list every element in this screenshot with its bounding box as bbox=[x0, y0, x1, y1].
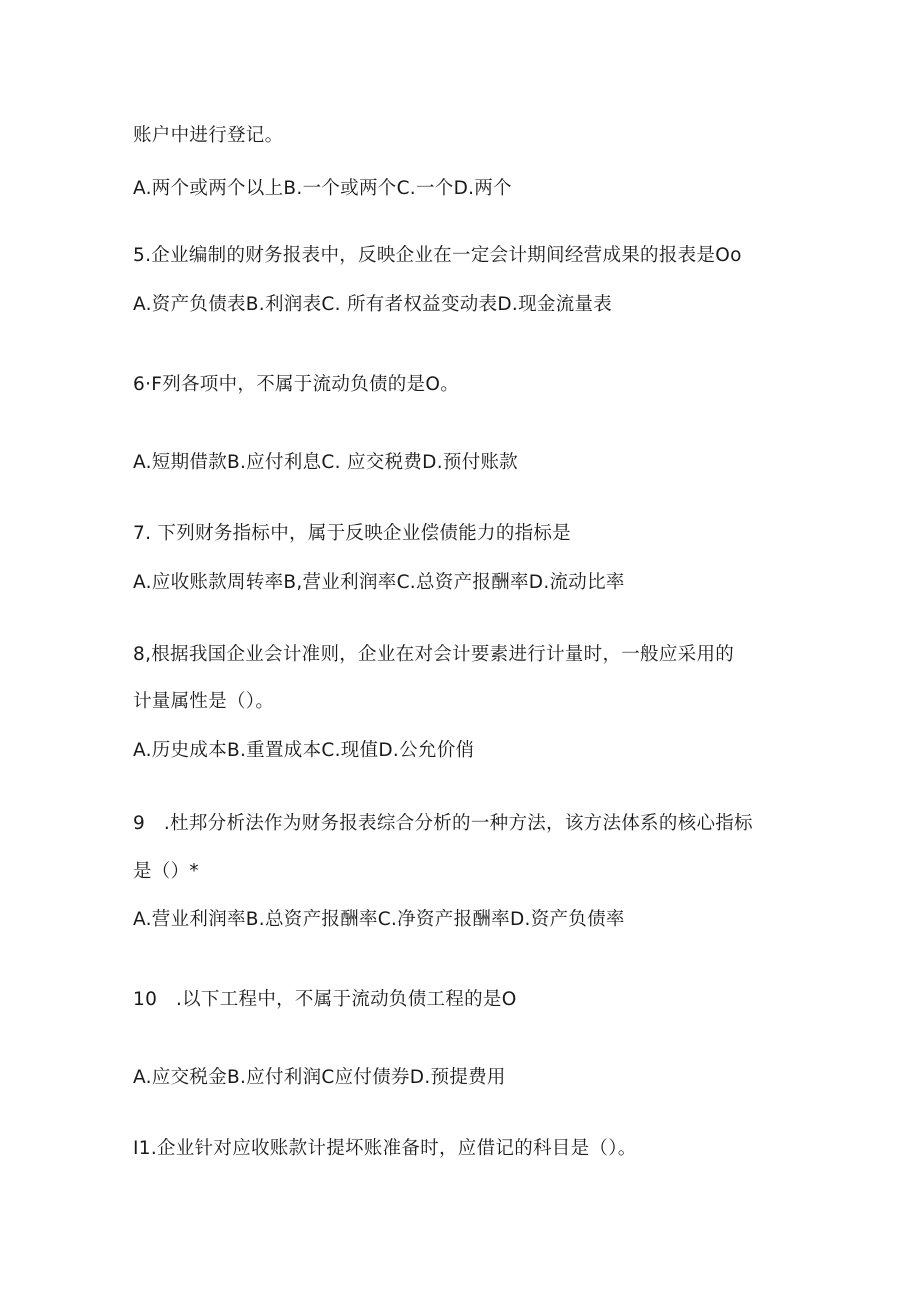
question-10-stem: 10 .以下工程中，不属于流动负债工程的是O bbox=[133, 989, 517, 1010]
question-9-stem: 9 .杜邦分析法作为财务报表综合分析的一种方法，该方法体系的核心指标 bbox=[133, 813, 753, 834]
question-6-stem: 6·F列各项中，不属于流动负债的是O。 bbox=[133, 374, 460, 395]
question-5-stem: 5.企业编制的财务报表中，反映企业在一定会计期间经营成果的报表是Oo bbox=[133, 245, 742, 266]
question-8-options: A.历史成本B.重置成本C.现值D.公允价俏 bbox=[133, 740, 475, 761]
question-8-stem-cont: 计量属性是（）。 bbox=[133, 691, 275, 712]
question-11-stem: I1.企业针对应收账款计提坏账准备时，应借记的科目是（）。 bbox=[133, 1138, 637, 1159]
question-6-options: A.短期借款B.应付利息C. 应交税费D.预付账款 bbox=[133, 452, 519, 473]
question-4-continuation: 账户中进行登记。 bbox=[133, 125, 284, 146]
question-9-stem-cont: 是（）* bbox=[133, 861, 199, 882]
question-5-options: A.资产负债表B.利润表C. 所有者权益变动表D.现金流量表 bbox=[133, 294, 613, 315]
question-4-options: A.两个或两个以上B.一个或两个C.一个D.两个 bbox=[133, 178, 512, 199]
question-10-options: A.应交税金B.应付利润C应付债券D.预提费用 bbox=[133, 1067, 506, 1088]
question-7-options: A.应收账款周转率B,营业利润率C.总资产报酬率D.流动比率 bbox=[133, 572, 625, 593]
question-8-stem: 8,根据我国企业会计准则，企业在对会计要素进行计量时，一般应采用的 bbox=[133, 644, 735, 665]
question-9-options: A.营业利润率B.总资产报酬率C.净资产报酬率D.资产负债率 bbox=[133, 909, 625, 930]
question-7-stem: 7. 下列财务指标中，属于反映企业偿债能力的指标是 bbox=[133, 523, 572, 544]
